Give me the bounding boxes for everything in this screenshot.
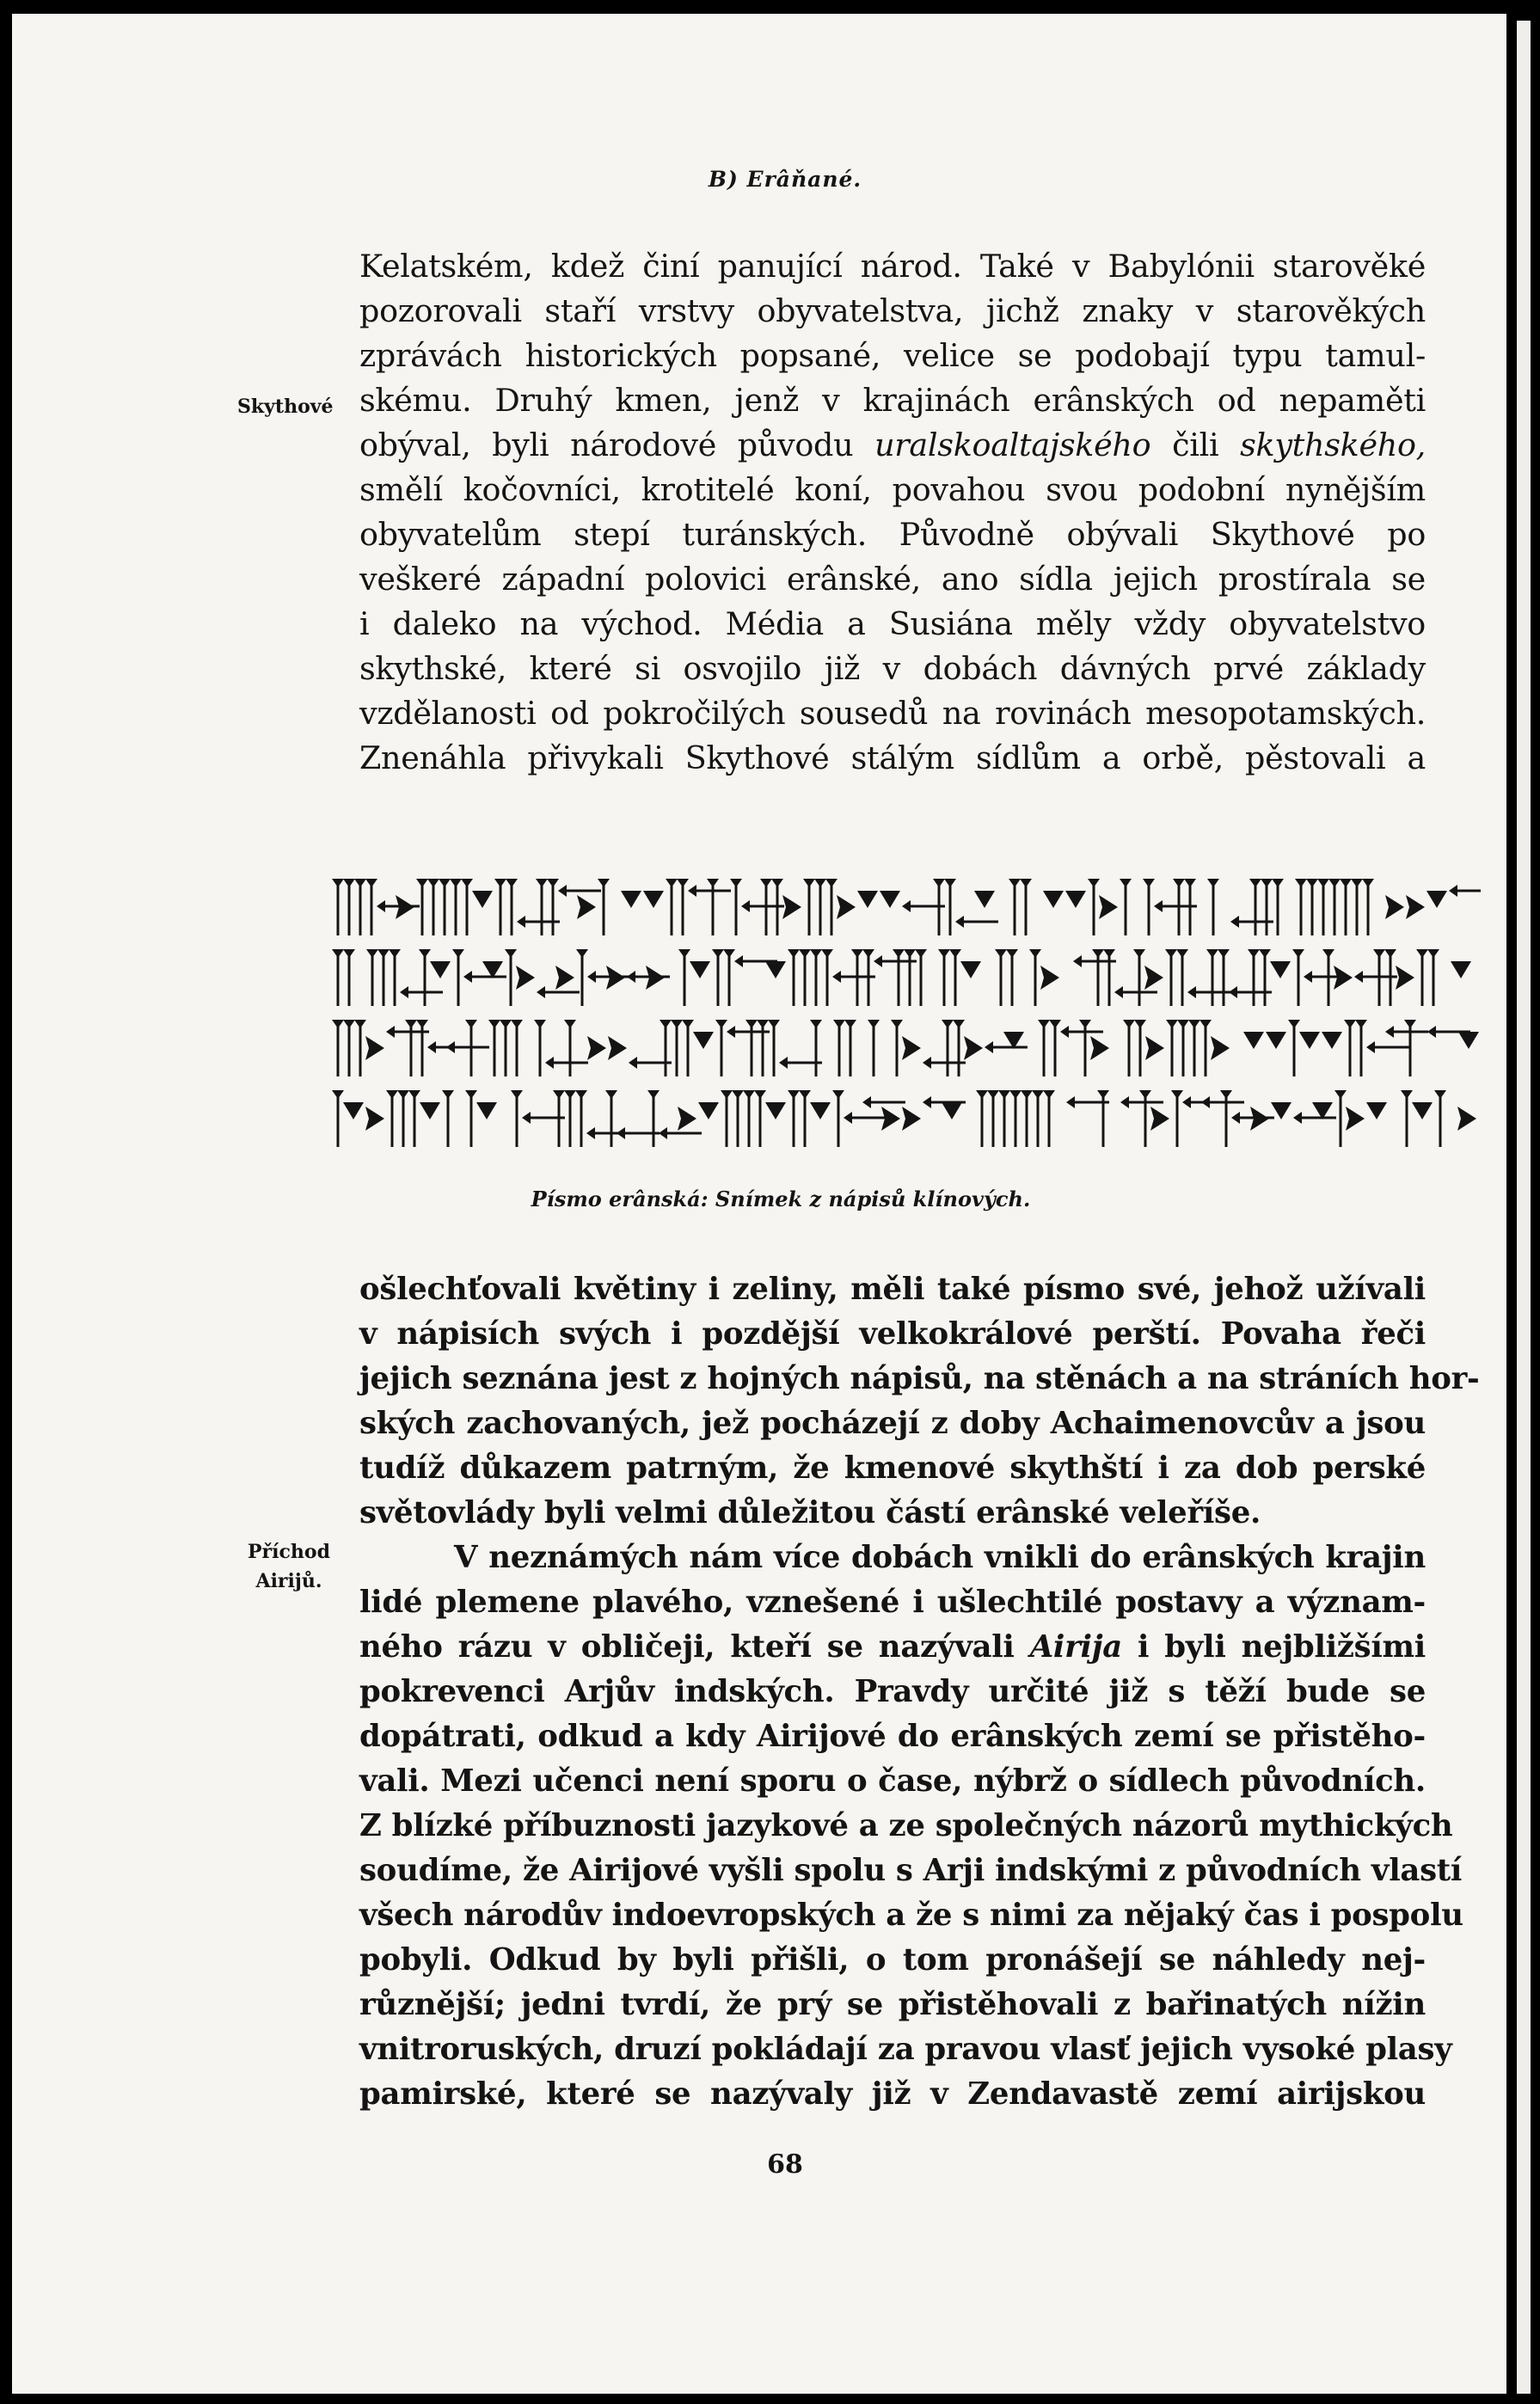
text-line: ských zachovaných, jež pocházejí z doby Achaimenovcův a jsou — [359, 1406, 1426, 1441]
text-line: světovlády byli velmi důležitou částí erânské veleříše. — [359, 1495, 1261, 1530]
text-line: tudíž důkazem patrným, že kmenové skythští i za dob perské — [359, 1450, 1426, 1486]
adjacent-page-edge — [1517, 21, 1531, 2394]
running-head: B) Erâňané. — [708, 167, 862, 192]
text-line: pobyli. Odkud by byli přišli, o tom pronášejí se náhledy nej- — [359, 1942, 1426, 1978]
text-line: veškeré západní polovici erânské, ano sídla jejich prostírala se — [359, 561, 1426, 598]
margin-note-line: Příchod — [248, 1541, 330, 1563]
text-line: vzdělanosti od pokročilých sousedů na rovinách mesopotamských. — [359, 695, 1426, 732]
text-line: ného rázu v obličeji, kteří se nazývali Airija i byli nejbližšími — [359, 1629, 1426, 1665]
book-page — [12, 14, 1506, 2394]
cuneiform-inscription-image — [328, 870, 1481, 1162]
text-line: zprávách historických popsané, velice se podobají typu tamul- — [359, 337, 1426, 374]
text-line: pozorovali staří vrstvy obyvatelstva, jichž znaky v starověkých — [359, 292, 1426, 329]
text-line: vnitroruských, druzí pokládají za pravou vlasť jejich vysoké plasy — [359, 2032, 1452, 2067]
figure-caption: Písmo erânská: Snímek z nápisů klínových. — [531, 1187, 1031, 1211]
text-line: ošlechťovali květiny i zeliny, měli také písmo své, jehož užívali — [359, 1272, 1426, 1307]
text-line: pamirské, které se nazývaly již v Zendavastě zemí airijskou — [359, 2076, 1426, 2112]
text-line: lidé plemene plavého, vznešené i ušlechtilé postavy a význam- — [359, 1585, 1426, 1620]
paragraph-2 — [359, 1267, 1480, 2117]
text-line: obyvatelům stepí turánských. Původně obývali Skythové po — [359, 516, 1426, 553]
text-line: V neznámých nám více dobách vnikli do erânských krajin — [454, 1540, 1426, 1575]
text-line: obýval, byli národové původu uralskoaltajského čili skythského, — [359, 426, 1426, 463]
text-line: skythské, které si osvojilo již v dobách dávných prvé základy — [359, 650, 1426, 687]
text-line: smělí kočovníci, krotitelé koní, povahou svou podobní nynějším — [359, 471, 1426, 508]
text-line: v nápisích svých i pozdější velkokrálové perští. Povaha řeči — [359, 1316, 1426, 1352]
paragraph-1 — [359, 244, 1426, 781]
text-line: Z blízké příbuznosti jazykové a ze společných názorů mythických — [359, 1808, 1453, 1843]
page-number: 68 — [767, 2149, 803, 2180]
text-line: Znenáhla přivykali Skythové stálým sídlům a orbě, pěstovali a — [359, 739, 1426, 776]
text-line: různější; jedni tvrdí, že prý se přistěhovali z bařinatých nížin — [359, 1987, 1426, 2022]
text-line: vali. Mezi učenci není sporu o čase, nýbrž o sídlech původních. — [359, 1763, 1426, 1799]
text-line: Kelatském, kdež činí panující národ. Také v Babylónii starověké — [359, 248, 1426, 285]
margin-note-skythove: Skythové — [237, 396, 334, 418]
text-line: soudíme, že Airijové vyšli spolu s Arji indskými z původních vlastí — [359, 1853, 1463, 1888]
margin-note-line: Airijů. — [255, 1570, 322, 1592]
text-line: všech národův indoevropských a že s nimi za nějaký čas i pospolu — [359, 1898, 1463, 1933]
margin-note-prichod — [237, 1537, 341, 1596]
text-line: jejich seznána jest z hojných nápisů, na stěnách a na stráních hor- — [359, 1361, 1480, 1396]
text-line: i daleko na východ. Média a Susiána měly vždy obyvatelstvo — [359, 605, 1426, 642]
text-line: dopátrati, odkud a kdy Airijové do erânských zemí se přistěho- — [359, 1719, 1426, 1754]
text-line: skému. Druhý kmen, jenž v krajinách erânských od nepaměti — [359, 382, 1426, 419]
text-line: pokrevenci Arjův indských. Pravdy určité již s těží bude se — [359, 1674, 1426, 1709]
